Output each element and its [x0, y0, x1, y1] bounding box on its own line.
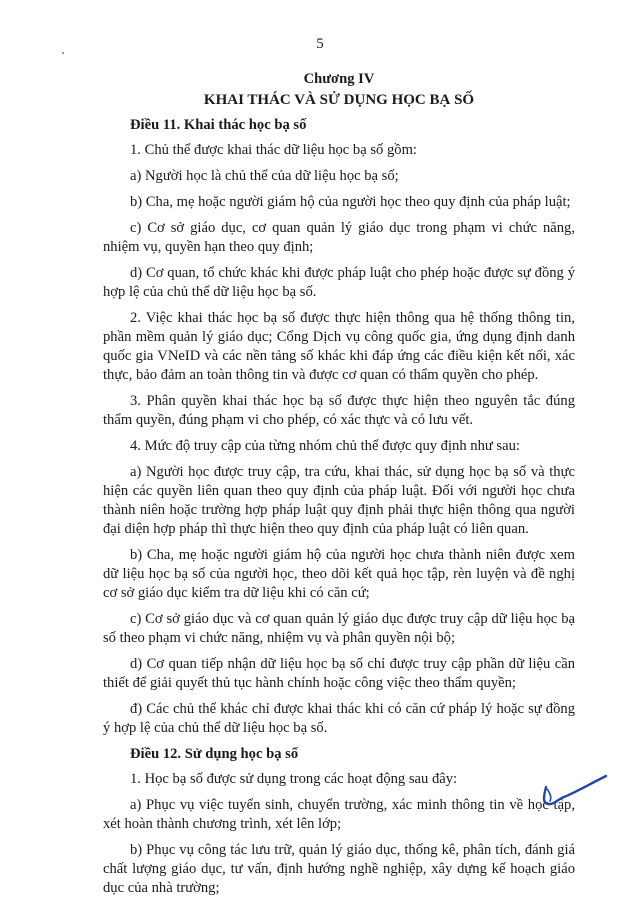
- article-11-paragraph: a) Người học được truy cập, tra cứu, khai thác, sử dụng học bạ số và thực hiện các quyền liên quan theo quy định của pháp luật. Đối với người học chưa thành niên hoặc trường hợp pháp luật quy định phải thực hiện thông qua người đại diện hợp pháp thì thực hiện theo quy định của pháp luật có liên quan.: [103, 464, 575, 537]
- article-11-paragraph: a) Người học là chủ thể của dữ liệu học bạ số;: [130, 168, 399, 184]
- article-11-paragraph: c) Cơ sở giáo dục, cơ quan quản lý giáo dục trong phạm vi chức năng, nhiệm vụ, quyền hạn theo quy định;: [103, 220, 575, 255]
- article-11-paragraph: d) Cơ quan tiếp nhận dữ liệu học bạ số chỉ được truy cập phần dữ liệu cần thiết để giải quyết thủ tục hành chính hoặc công việc theo thẩm quyền;: [103, 656, 575, 691]
- article-12-heading: Điều 12. Sử dụng học bạ số: [130, 746, 299, 762]
- article-11-paragraph: d) Cơ quan, tổ chức khác khi được pháp luật cho phép hoặc được sự đồng ý hợp lệ của chủ thể dữ liệu học bạ số.: [103, 265, 575, 300]
- article-12-paragraph: a) Phục vụ việc tuyển sinh, chuyển trường, xác minh thông tin về học tập, xét hoàn thành chương trình, xét lên lớp;: [103, 797, 575, 832]
- article-11-paragraph: b) Cha, mẹ hoặc người giám hộ của người học chưa thành niên được xem dữ liệu học bạ số của người học, theo dõi kết quả học tập, rèn luyện và đề nghị cơ sở giáo dục kiểm tra dữ liệu khi có căn cứ;: [103, 547, 575, 601]
- document-body: [103, 70, 575, 905]
- handwritten-initial-signature: [538, 773, 610, 813]
- article-12-paragraph: 1. Học bạ số được sử dụng trong các hoạt động sau đây:: [130, 771, 458, 787]
- article-11-paragraph: 2. Việc khai thác học bạ số được thực hiện thông qua hệ thống thông tin, phần mềm quản lý giáo dục; Cổng Dịch vụ công quốc gia, ứng dụng định danh quốc gia VNeID và các nền tảng số khác khi đáp ứng các điều kiện kết nối, xác thực, bảo đảm an toàn thông tin và được cơ quan có thẩm quyền cho phép.: [103, 310, 575, 383]
- chapter-title: KHAI THÁC VÀ SỬ DỤNG HỌC BẠ SỐ: [203, 92, 475, 108]
- page-number: 5: [316, 36, 324, 52]
- article-11-heading: Điều 11. Khai thác học bạ số: [130, 117, 307, 133]
- article-11-paragraph: c) Cơ sở giáo dục và cơ quan quản lý giáo dục được truy cập dữ liệu học bạ số theo phạm vi chức năng, nhiệm vụ và phân quyền nội bộ;: [103, 611, 575, 646]
- article-11-paragraph: 3. Phân quyền khai thác học bạ số được thực hiện theo nguyên tắc đúng thẩm quyền, đúng phạm vi cho phép, có xác thực và có lưu vết.: [103, 393, 575, 428]
- article-11-paragraph: 1. Chủ thể được khai thác dữ liệu học bạ số gồm:: [130, 142, 417, 158]
- article-12-paragraph: b) Phục vụ công tác lưu trữ, quản lý giáo dục, thống kê, phân tích, đánh giá chất lượng giáo dục, tư vấn, định hướng nghề nghiệp, xây dựng kế hoạch giáo dục của nhà trường;: [103, 842, 575, 896]
- article-11-paragraph: 4. Mức độ truy cập của từng nhóm chủ thể được quy định như sau:: [130, 438, 520, 454]
- chapter-label: Chương IV: [303, 71, 375, 87]
- article-11-paragraph: đ) Các chủ thể khác chỉ được khai thác khi có căn cứ pháp lý hoặc sự đồng ý hợp lệ của chủ thể dữ liệu học bạ số.: [103, 701, 575, 736]
- article-11-paragraph: b) Cha, mẹ hoặc người giám hộ của người học theo quy định của pháp luật;: [130, 194, 571, 210]
